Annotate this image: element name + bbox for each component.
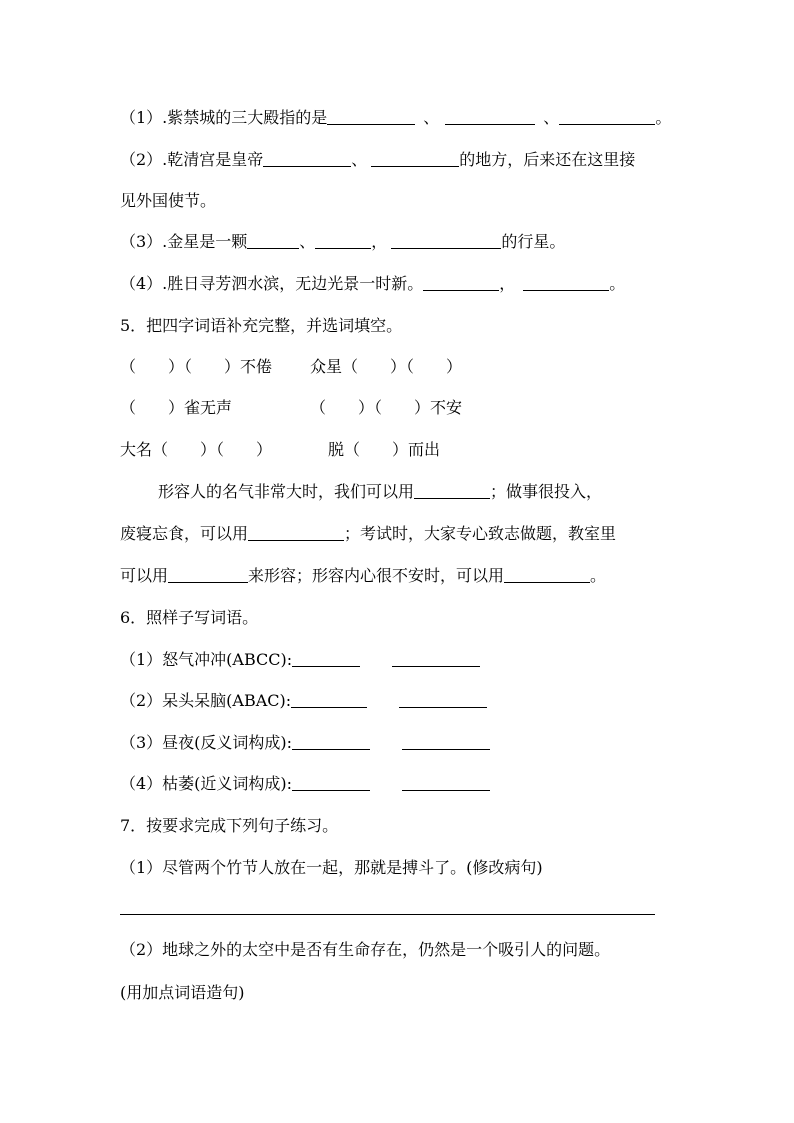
paragraph-text: 废寝忘食，可以用	[120, 524, 249, 543]
answer-blank[interactable]	[247, 232, 299, 249]
q6-item-label: （2）呆头呆脑(ABAC):	[120, 691, 292, 710]
q5-row-3	[120, 440, 440, 460]
end-mark: 。	[655, 108, 672, 127]
answer-blank[interactable]	[371, 150, 459, 167]
paragraph-text: 可以用	[120, 566, 169, 585]
separator: ，	[371, 232, 388, 251]
answer-blank[interactable]	[392, 650, 480, 667]
end-mark: 。	[609, 274, 626, 293]
q6-item-3	[120, 733, 490, 753]
answer-blank[interactable]	[291, 691, 367, 708]
q7-item-2: （2）地球之外的太空中是否有生命存在，仍然是一个吸引人的问题。	[120, 940, 611, 959]
q4-item-3-text-b: 的行星。	[501, 232, 566, 251]
answer-blank[interactable]	[523, 274, 609, 291]
idiom-5: 大名（ ）（ ）	[120, 440, 273, 459]
answer-line[interactable]	[120, 914, 655, 915]
separator: 、	[351, 150, 368, 169]
answer-blank[interactable]	[414, 482, 490, 499]
answer-blank[interactable]	[559, 108, 655, 125]
separator: 、	[299, 232, 316, 251]
q7-item-1: （1）尽管两个竹节人放在一起，那就是搏斗了。(修改病句)	[120, 858, 543, 877]
q6-item-label: （3）昼夜(反义词构成):	[120, 733, 293, 752]
q7-title: 7．按要求完成下列句子练习。	[120, 816, 339, 835]
answer-blank[interactable]	[504, 566, 590, 583]
q4-item-2-continued	[120, 191, 216, 211]
idiom-3: （ ）雀无声	[120, 398, 233, 417]
answer-blank[interactable]	[292, 733, 370, 750]
q4-item-3	[120, 232, 565, 252]
q4-item-4-text: （4）.胜日寻芳泗水滨，无边光景一时新。	[120, 274, 424, 293]
answer-blank[interactable]	[292, 774, 370, 791]
q6-item-2	[120, 691, 487, 711]
q4-item-2	[120, 150, 635, 170]
paragraph-text: 来形容；形容内心很不安时，可以用	[248, 566, 505, 585]
q4-item-2-text: （2）.乾清宫是皇帝	[120, 150, 264, 169]
answer-blank[interactable]	[445, 108, 535, 125]
paragraph-text: ；做事很投入，	[490, 482, 603, 501]
q7-item-2-continued: (用加点词语造句)	[120, 983, 245, 1002]
q6-item-label: （4）枯萎(近义词构成):	[120, 774, 293, 793]
paragraph-text: 形容人的名气非常大时，我们可以用	[158, 482, 415, 501]
q5-paragraph-line-2	[120, 524, 616, 544]
answer-blank[interactable]	[248, 524, 344, 541]
q4-item-1	[120, 108, 671, 128]
q4-item-1-text: （1）.紫禁城的三大殿指的是	[120, 108, 328, 127]
answer-blank[interactable]	[423, 274, 499, 291]
answer-blank[interactable]	[292, 650, 360, 667]
q5-paragraph-line-3	[120, 566, 606, 586]
separator: 、	[423, 108, 440, 127]
answer-blank[interactable]	[315, 232, 371, 249]
q4-item-2-text-b: 的地方，后来还在这里接	[459, 150, 636, 169]
q6-item-4	[120, 774, 490, 794]
q4-item-3-text: （3）.金星是一颗	[120, 232, 248, 251]
separator: ，	[499, 274, 516, 293]
q5-paragraph-line-1	[158, 482, 602, 502]
q6-item-1	[120, 650, 480, 670]
q4-item-4	[120, 274, 625, 294]
answer-blank[interactable]	[263, 150, 351, 167]
answer-blank[interactable]	[391, 232, 501, 249]
idiom-1: （ ）（ ）不倦	[120, 357, 273, 376]
q5-row-1	[120, 357, 462, 377]
end-mark: 。	[590, 566, 607, 585]
paragraph-text: ；考试时，大家专心致志做题，教室里	[344, 524, 617, 543]
idiom-6: 脱（ ）而出	[328, 440, 441, 459]
answer-blank[interactable]	[402, 733, 490, 750]
answer-blank[interactable]	[327, 108, 415, 125]
idiom-2: 众星（ ）（ ）	[310, 357, 463, 376]
answer-blank[interactable]	[168, 566, 248, 583]
q5-row-2	[120, 398, 462, 418]
q6-item-label: （1）怒气冲冲(ABCC):	[120, 650, 293, 669]
idiom-4: （ ）（ ）不安	[310, 398, 463, 417]
answer-blank[interactable]	[399, 691, 487, 708]
q4-item-2-text-c: 见外国使节。	[120, 191, 217, 210]
q5-title: 5．把四字词语补充完整，并选词填空。	[120, 316, 403, 335]
q6-title: 6．照样子写词语。	[120, 608, 259, 627]
separator: 、	[543, 108, 560, 127]
answer-blank[interactable]	[402, 774, 490, 791]
